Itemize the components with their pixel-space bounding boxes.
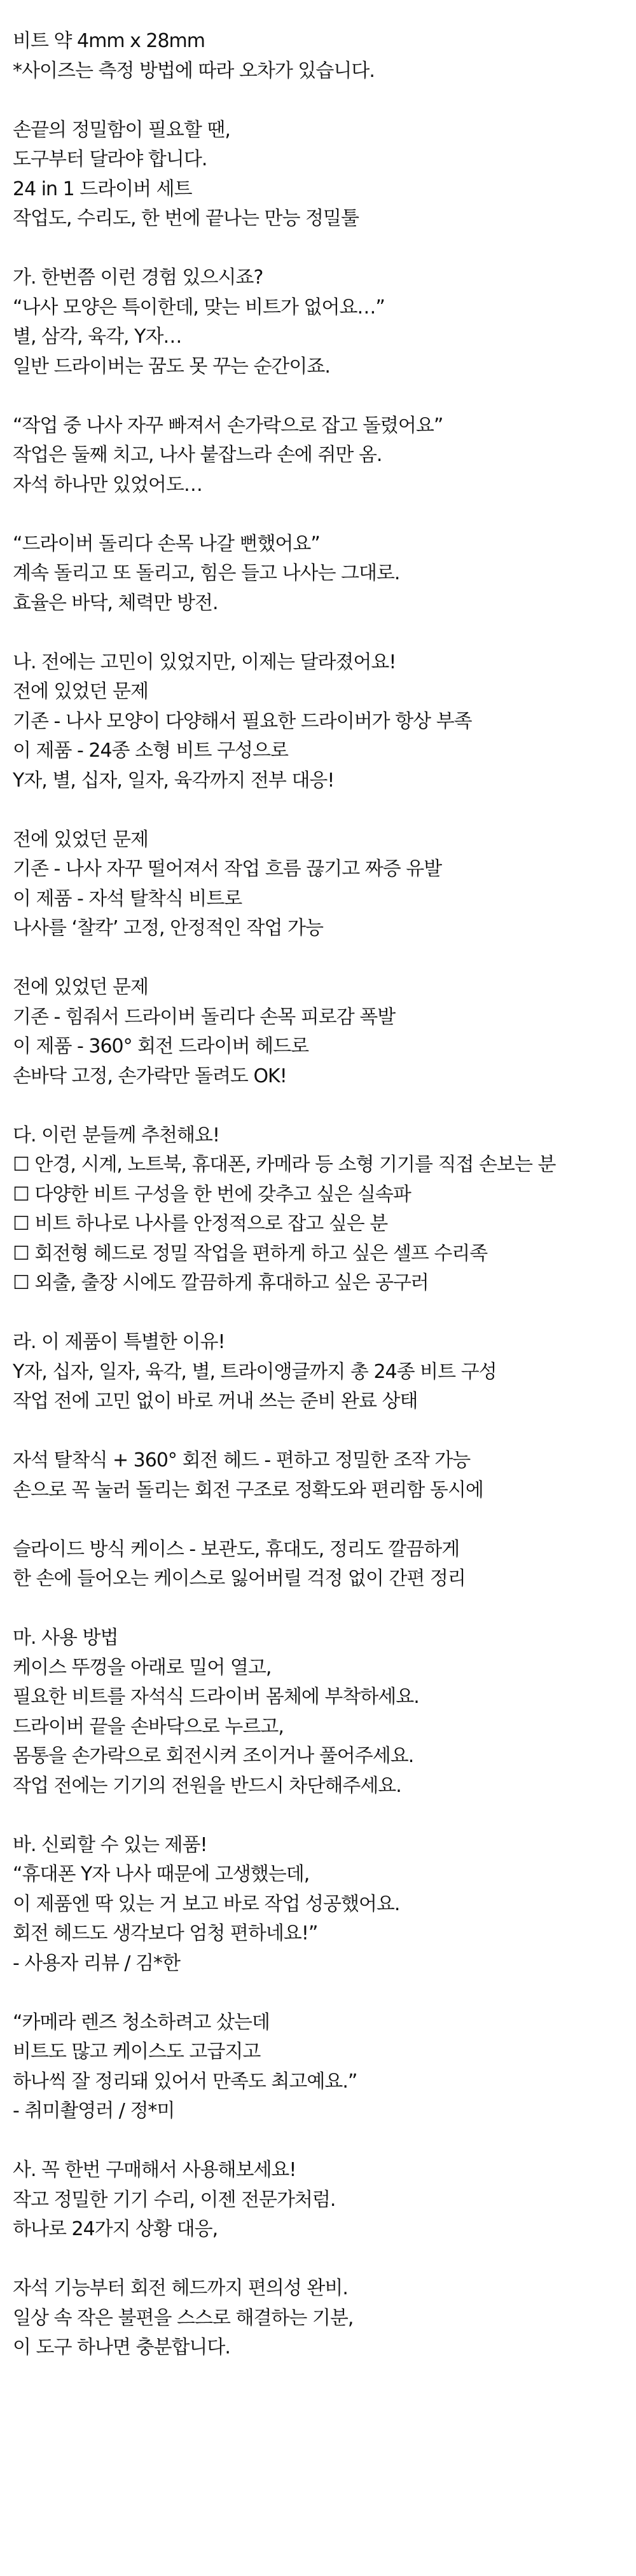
- paragraph-gap: [13, 1505, 636, 1535]
- text-line: 자석 탈착식 + 360° 회전 헤드 - 편하고 정밀한 조작 가능: [13, 1449, 471, 1471]
- description-text: [13, 27, 636, 2363]
- paragraph: [13, 2156, 636, 2245]
- text-line: 전에 있었던 문제: [13, 680, 148, 703]
- text-line: 사. 꼭 한번 구매해서 사용해보세요!: [13, 2159, 296, 2181]
- text-line: 도구부터 달라야 합니다.: [13, 148, 207, 170]
- text-line: Y자, 별, 십자, 일자, 육각까지 전부 대응!: [13, 769, 335, 792]
- text-line: Y자, 십자, 일자, 육각, 별, 트라이앵글까지 총 24종 비트 구성: [13, 1360, 497, 1383]
- text-line: 효율은 바닥, 체력만 방전.: [13, 591, 218, 614]
- text-line: 전에 있었던 문제: [13, 976, 148, 998]
- paragraph-gap: [13, 2126, 636, 2156]
- text-line: “카메라 렌즈 청소하려고 샀는데: [13, 2011, 270, 2034]
- text-line: 일반 드라이버는 꿈도 못 꾸는 순간이죠.: [13, 355, 330, 378]
- text-line: 다. 이런 분들께 추천해요!: [13, 1124, 219, 1147]
- text-line: - 사용자 리뷰 / 김*한: [13, 1952, 180, 1974]
- text-line: 손바닥 고정, 손가락만 돌려도 OK!: [13, 1064, 287, 1087]
- text-line: 케이스 뚜껑을 아래로 밀어 열고,: [13, 1656, 272, 1679]
- text-line: 기존 - 나사 자꾸 떨어져서 작업 흐름 끊기고 짜증 유발: [13, 858, 442, 880]
- paragraph: [13, 825, 636, 944]
- text-line: “나사 모양은 특이한데, 맞는 비트가 없어요…”: [13, 296, 385, 319]
- paragraph-gap: [13, 618, 636, 648]
- text-line: 일상 속 작은 불편을 스스로 해결하는 기분,: [13, 2306, 354, 2329]
- paragraph: [13, 1623, 636, 1801]
- paragraph: [13, 648, 636, 796]
- text-line: 마. 사용 방법: [13, 1627, 118, 1649]
- text-line: ☐ 안경, 시계, 노트북, 휴대폰, 카메라 등 소형 기기를 직접 손보는 분: [13, 1154, 556, 1176]
- text-line: 슬라이드 방식 케이스 - 보관도, 휴대도, 정리도 깔끔하게: [13, 1538, 460, 1560]
- text-line: 나사를 ‘찰칵’ 고정, 안정적인 작업 가능: [13, 917, 323, 939]
- paragraph-gap: [13, 1594, 636, 1624]
- text-line: 24 in 1 드라이버 세트: [13, 177, 192, 200]
- text-line: *사이즈는 측정 방법에 따라 오차가 있습니다.: [13, 59, 375, 82]
- text-line: 비트 약 4mm x 28mm: [13, 30, 205, 52]
- paragraph-gap: [13, 2245, 636, 2275]
- paragraph-gap: [13, 382, 636, 411]
- text-line: 나. 전에는 고민이 있었지만, 이제는 달라졌어요!: [13, 651, 396, 673]
- text-line: 이 제품 - 24종 소형 비트 구성으로: [13, 740, 288, 762]
- paragraph-gap: [13, 500, 636, 530]
- text-line: - 취미촬영러 / 정*미: [13, 2100, 175, 2122]
- paragraph: [13, 2008, 636, 2126]
- text-line: 작업은 둘째 치고, 나사 붙잡느라 손에 쥐만 옴.: [13, 444, 382, 466]
- paragraph: [13, 1328, 636, 1417]
- text-line: 작업 전에 고민 없이 바로 꺼내 쓰는 준비 완료 상태: [13, 1390, 418, 1412]
- text-line: ☐ 다양한 비트 구성을 한 번에 갖추고 싶은 실속파: [13, 1183, 411, 1206]
- text-line: “드라이버 돌리다 손목 나갈 뻔했어요”: [13, 532, 320, 555]
- text-line: 이 제품 - 자석 탈착식 비트로: [13, 887, 242, 910]
- paragraph-gap: [13, 796, 636, 825]
- text-line: 기존 - 힘줘서 드라이버 돌리다 손목 피로감 폭발: [13, 1005, 396, 1028]
- text-line: 기존 - 나사 모양이 다양해서 필요한 드라이버가 항상 부족: [13, 710, 472, 733]
- paragraph-gap: [13, 86, 636, 116]
- paragraph-gap: [13, 234, 636, 264]
- text-line: 드라이버 끝을 손바닥으로 누르고,: [13, 1715, 284, 1738]
- text-line: 작업도, 수리도, 한 번에 끝나는 만능 정밀툴: [13, 207, 359, 230]
- text-line: 이 제품엔 딱 있는 거 보고 바로 작업 성공했어요.: [13, 1892, 400, 1915]
- text-line: 손끝의 정밀함이 필요할 땐,: [13, 118, 230, 141]
- paragraph-gap: [13, 944, 636, 974]
- text-line: 이 도구 하나면 충분합니다.: [13, 2336, 230, 2359]
- text-line: 비트도 많고 케이스도 고급지고: [13, 2041, 261, 2063]
- paragraph: [13, 411, 636, 500]
- paragraph-gap: [13, 1091, 636, 1121]
- text-line: 작고 정밀한 기기 수리, 이젠 전문가처럼.: [13, 2188, 336, 2211]
- paragraph: [13, 973, 636, 1091]
- text-line: 한 손에 들어오는 케이스로 잃어버릴 걱정 없이 간편 정리: [13, 1567, 466, 1590]
- text-line: ☐ 비트 하나로 나사를 안정적으로 잡고 싶은 분: [13, 1213, 388, 1235]
- text-line: 라. 이 제품이 특별한 이유!: [13, 1331, 225, 1353]
- text-line: 계속 돌리고 또 돌리고, 힘은 들고 나사는 그대로.: [13, 562, 400, 584]
- text-line: 하나씩 잘 정리돼 있어서 만족도 최고예요.”: [13, 2070, 357, 2093]
- text-line: “휴대폰 Y자 나사 때문에 고생했는데,: [13, 1863, 310, 1885]
- text-line: 작업 전에는 기기의 전원을 반드시 차단해주세요.: [13, 1774, 401, 1797]
- paragraph: [13, 263, 636, 382]
- text-line: 회전 헤드도 생각보다 엄청 편하네요!”: [13, 1922, 318, 1945]
- text-line: 자석 기능부터 회전 헤드까지 편의성 완비.: [13, 2277, 348, 2299]
- text-line: 하나로 24가지 상황 대응,: [13, 2218, 218, 2240]
- text-line: 몸통을 손가락으로 회전시켜 조이거나 풀어주세요.: [13, 1745, 414, 1767]
- text-line: 바. 신뢰할 수 있는 제품!: [13, 1833, 207, 1856]
- paragraph-gap: [13, 1298, 636, 1328]
- paragraph-gap: [13, 1978, 636, 2008]
- text-line: 전에 있었던 문제: [13, 828, 148, 851]
- text-line: 손으로 꼭 눌러 돌리는 회전 구조로 정확도와 편리함 동시에: [13, 1478, 483, 1501]
- paragraph: [13, 1831, 636, 1979]
- text-line: “작업 중 나사 자꾸 빠져서 손가락으로 잡고 돌렸어요”: [13, 414, 443, 437]
- paragraph: [13, 2274, 636, 2363]
- text-line: ☐ 외출, 출장 시에도 깔끔하게 휴대하고 싶은 공구러: [13, 1272, 429, 1294]
- paragraph: [13, 530, 636, 619]
- paragraph: [13, 27, 636, 86]
- text-line: 자석 하나만 있었어도…: [13, 473, 202, 496]
- text-line: 가. 한번쯤 이런 경험 있으시죠?: [13, 266, 263, 289]
- paragraph-gap: [13, 1801, 636, 1831]
- paragraph-gap: [13, 1417, 636, 1447]
- paragraph: [13, 1121, 636, 1298]
- text-line: ☐ 회전형 헤드로 정밀 작업을 편하게 하고 싶은 셀프 수리족: [13, 1242, 488, 1265]
- paragraph: [13, 116, 636, 234]
- paragraph: [13, 1535, 636, 1594]
- paragraph: [13, 1446, 636, 1505]
- text-line: 이 제품 - 360° 회전 드라이버 헤드로: [13, 1035, 309, 1057]
- text-line: 별, 삼각, 육각, Y자…: [13, 326, 182, 348]
- text-line: 필요한 비트를 자석식 드라이버 몸체에 부착하세요.: [13, 1686, 419, 1708]
